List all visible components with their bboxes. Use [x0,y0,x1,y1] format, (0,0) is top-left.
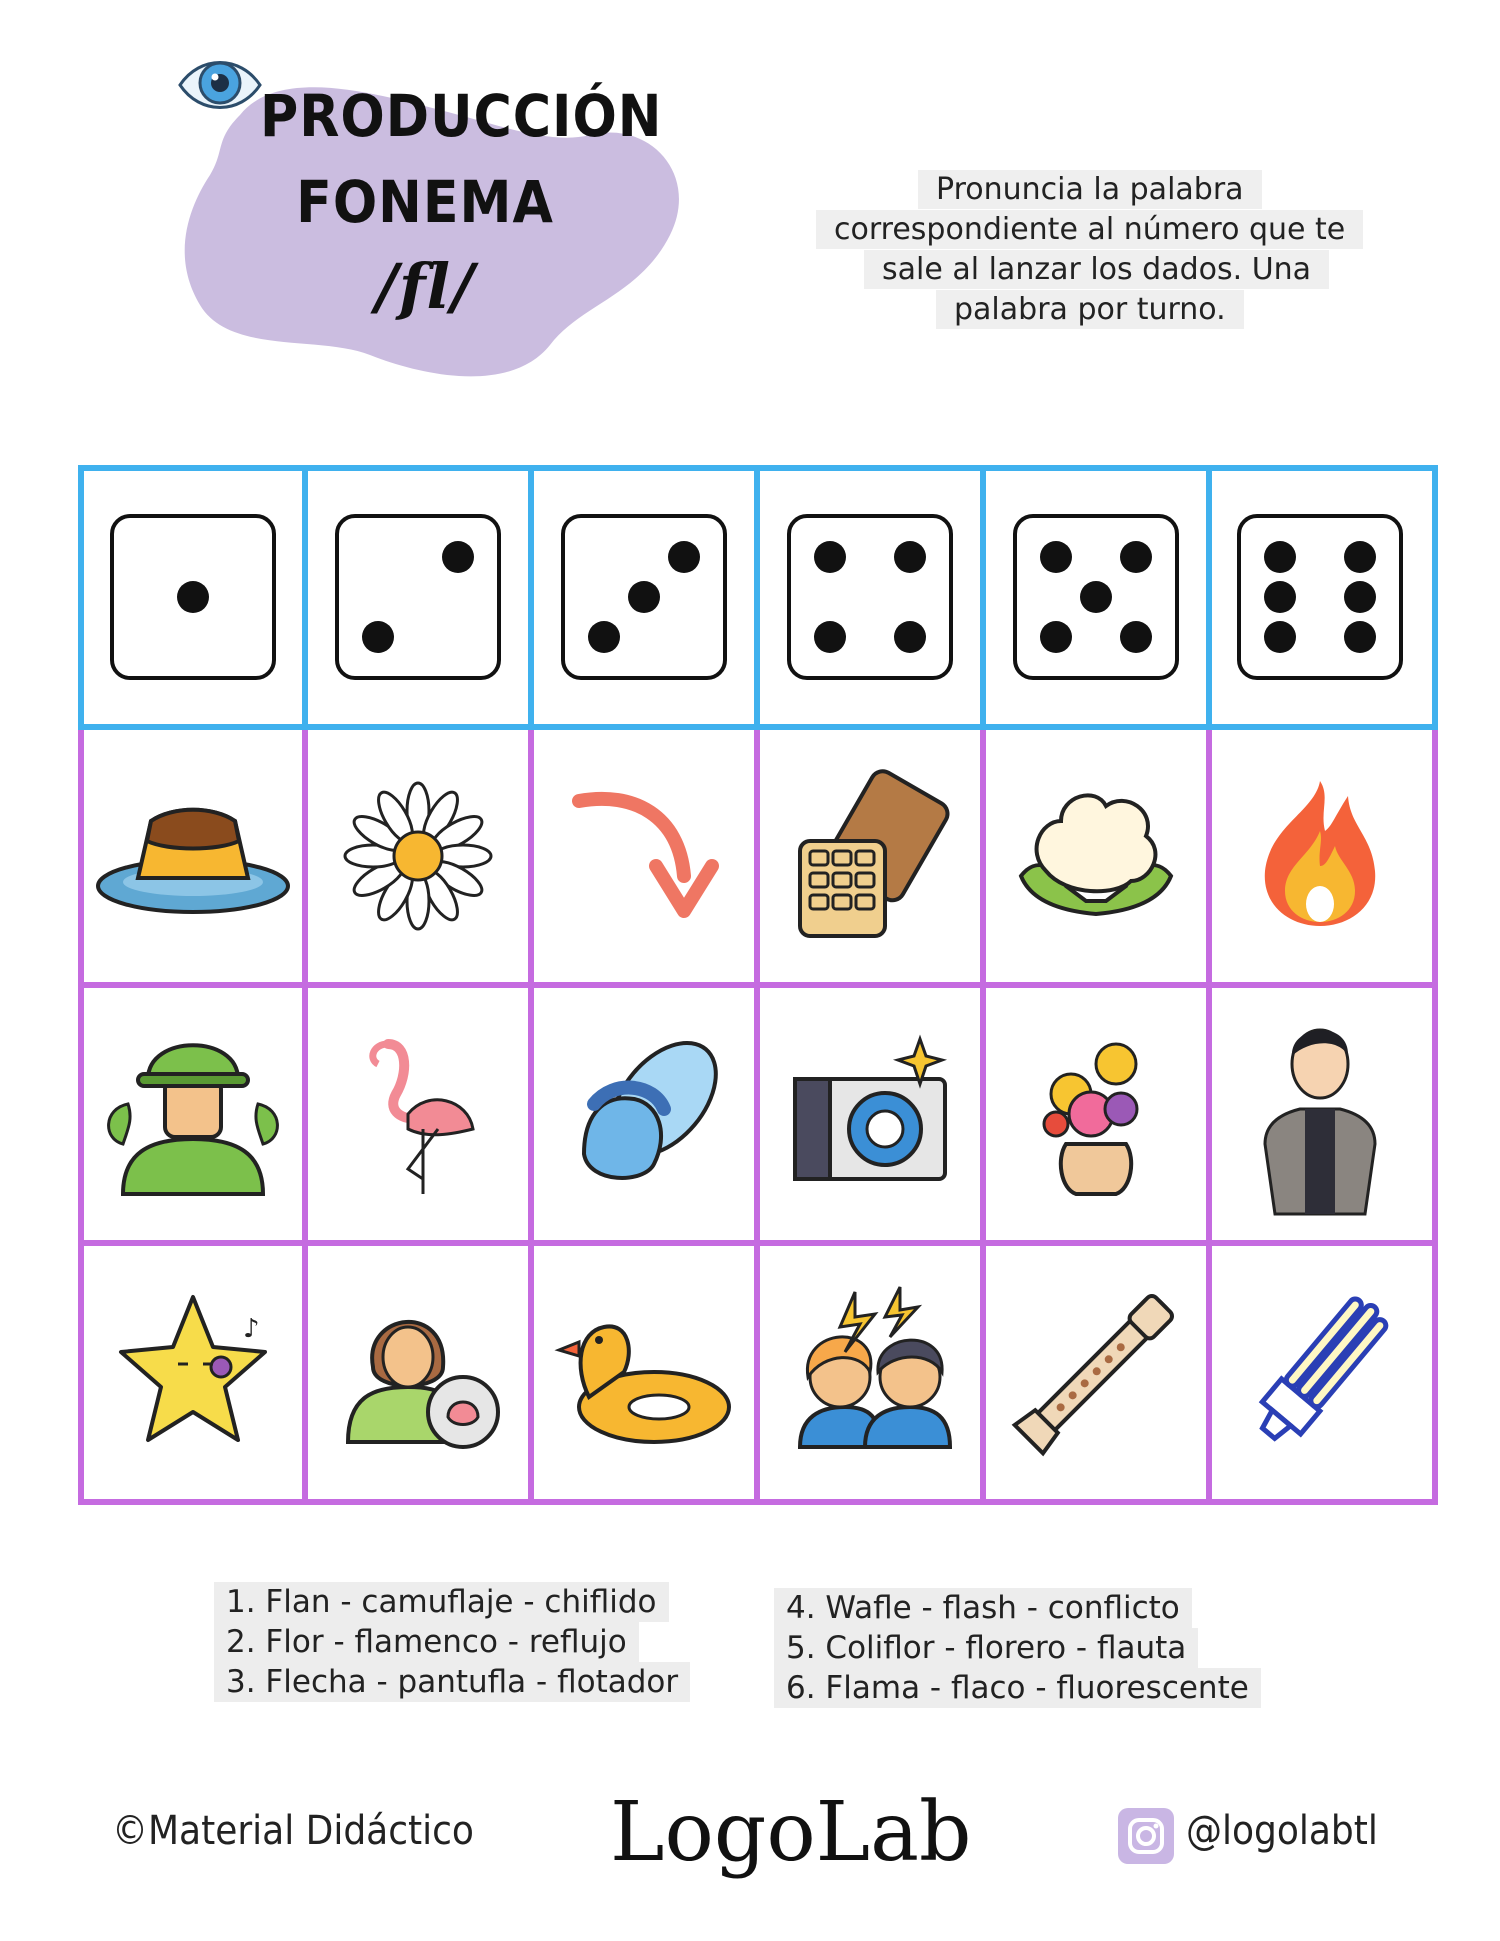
camera-flash-icon [795,1039,945,1179]
die-3-icon [563,516,725,678]
cauliflower-icon [1021,795,1171,914]
picture-grid-lines [81,727,1435,1502]
slipper-icon [584,1023,736,1177]
conflict-icon [800,1287,950,1447]
die-4-icon [789,516,951,678]
word-list-item: 2. Flor - flamenco - reflujo [214,1622,639,1662]
instagram-handle[interactable]: @logolabtl [1186,1808,1378,1854]
die-1-icon [112,516,274,678]
camouflage-soldier-icon [109,1045,278,1194]
copyright-text: ©Material Didáctico [112,1808,474,1854]
daisy-flower-icon [345,783,491,929]
instruction-line: palabra por turno. [936,290,1244,329]
title-line-1: PRODUCCIÓN [260,82,663,150]
word-list-item: 4. Wafle - flash - conflicto [774,1588,1192,1628]
flame-icon [1265,781,1375,926]
title-line-2: FONEMA [296,168,554,236]
eye-icon [175,50,265,120]
instruction-line: correspondiente al número que te [816,210,1363,249]
dice-row-lines [81,468,1435,727]
flamingo-icon [373,1044,473,1194]
arrow-icon [579,799,712,911]
word-list-item: 1. Flan - camuflaje - chiflido [214,1582,669,1622]
title-phoneme: /fl/ [375,250,475,323]
fluorescent-bulb-icon [1249,1291,1393,1450]
whistling-star-icon [121,1297,265,1440]
instagram-icon [1118,1808,1174,1864]
waffle-icon [800,767,952,936]
word-list-item: 3. Flecha - pantufla - flotador [214,1662,690,1702]
die-5-icon [1015,516,1177,678]
dice-picture-grid [78,465,1438,1505]
recorder-flute-icon [1015,1291,1178,1454]
reflux-woman-icon [348,1322,498,1447]
flower-vase-icon [1044,1044,1137,1194]
die-2-icon [337,516,499,678]
brand-logo: LogoLab [610,1785,972,1880]
instruction-line: sale al lanzar los dados. Una [864,250,1329,289]
duck-float-icon [559,1326,729,1442]
thin-man-icon [1265,1030,1375,1214]
die-6-icon [1239,516,1401,678]
flan-icon [98,810,288,912]
svg-text:♪: ♪ [243,1314,260,1344]
instruction-line: Pronuncia la palabra [918,170,1262,209]
word-list-item: 5. Coliflor - florero - flauta [774,1628,1198,1668]
word-list-item: 6. Flama - flaco - fluorescente [774,1668,1261,1708]
